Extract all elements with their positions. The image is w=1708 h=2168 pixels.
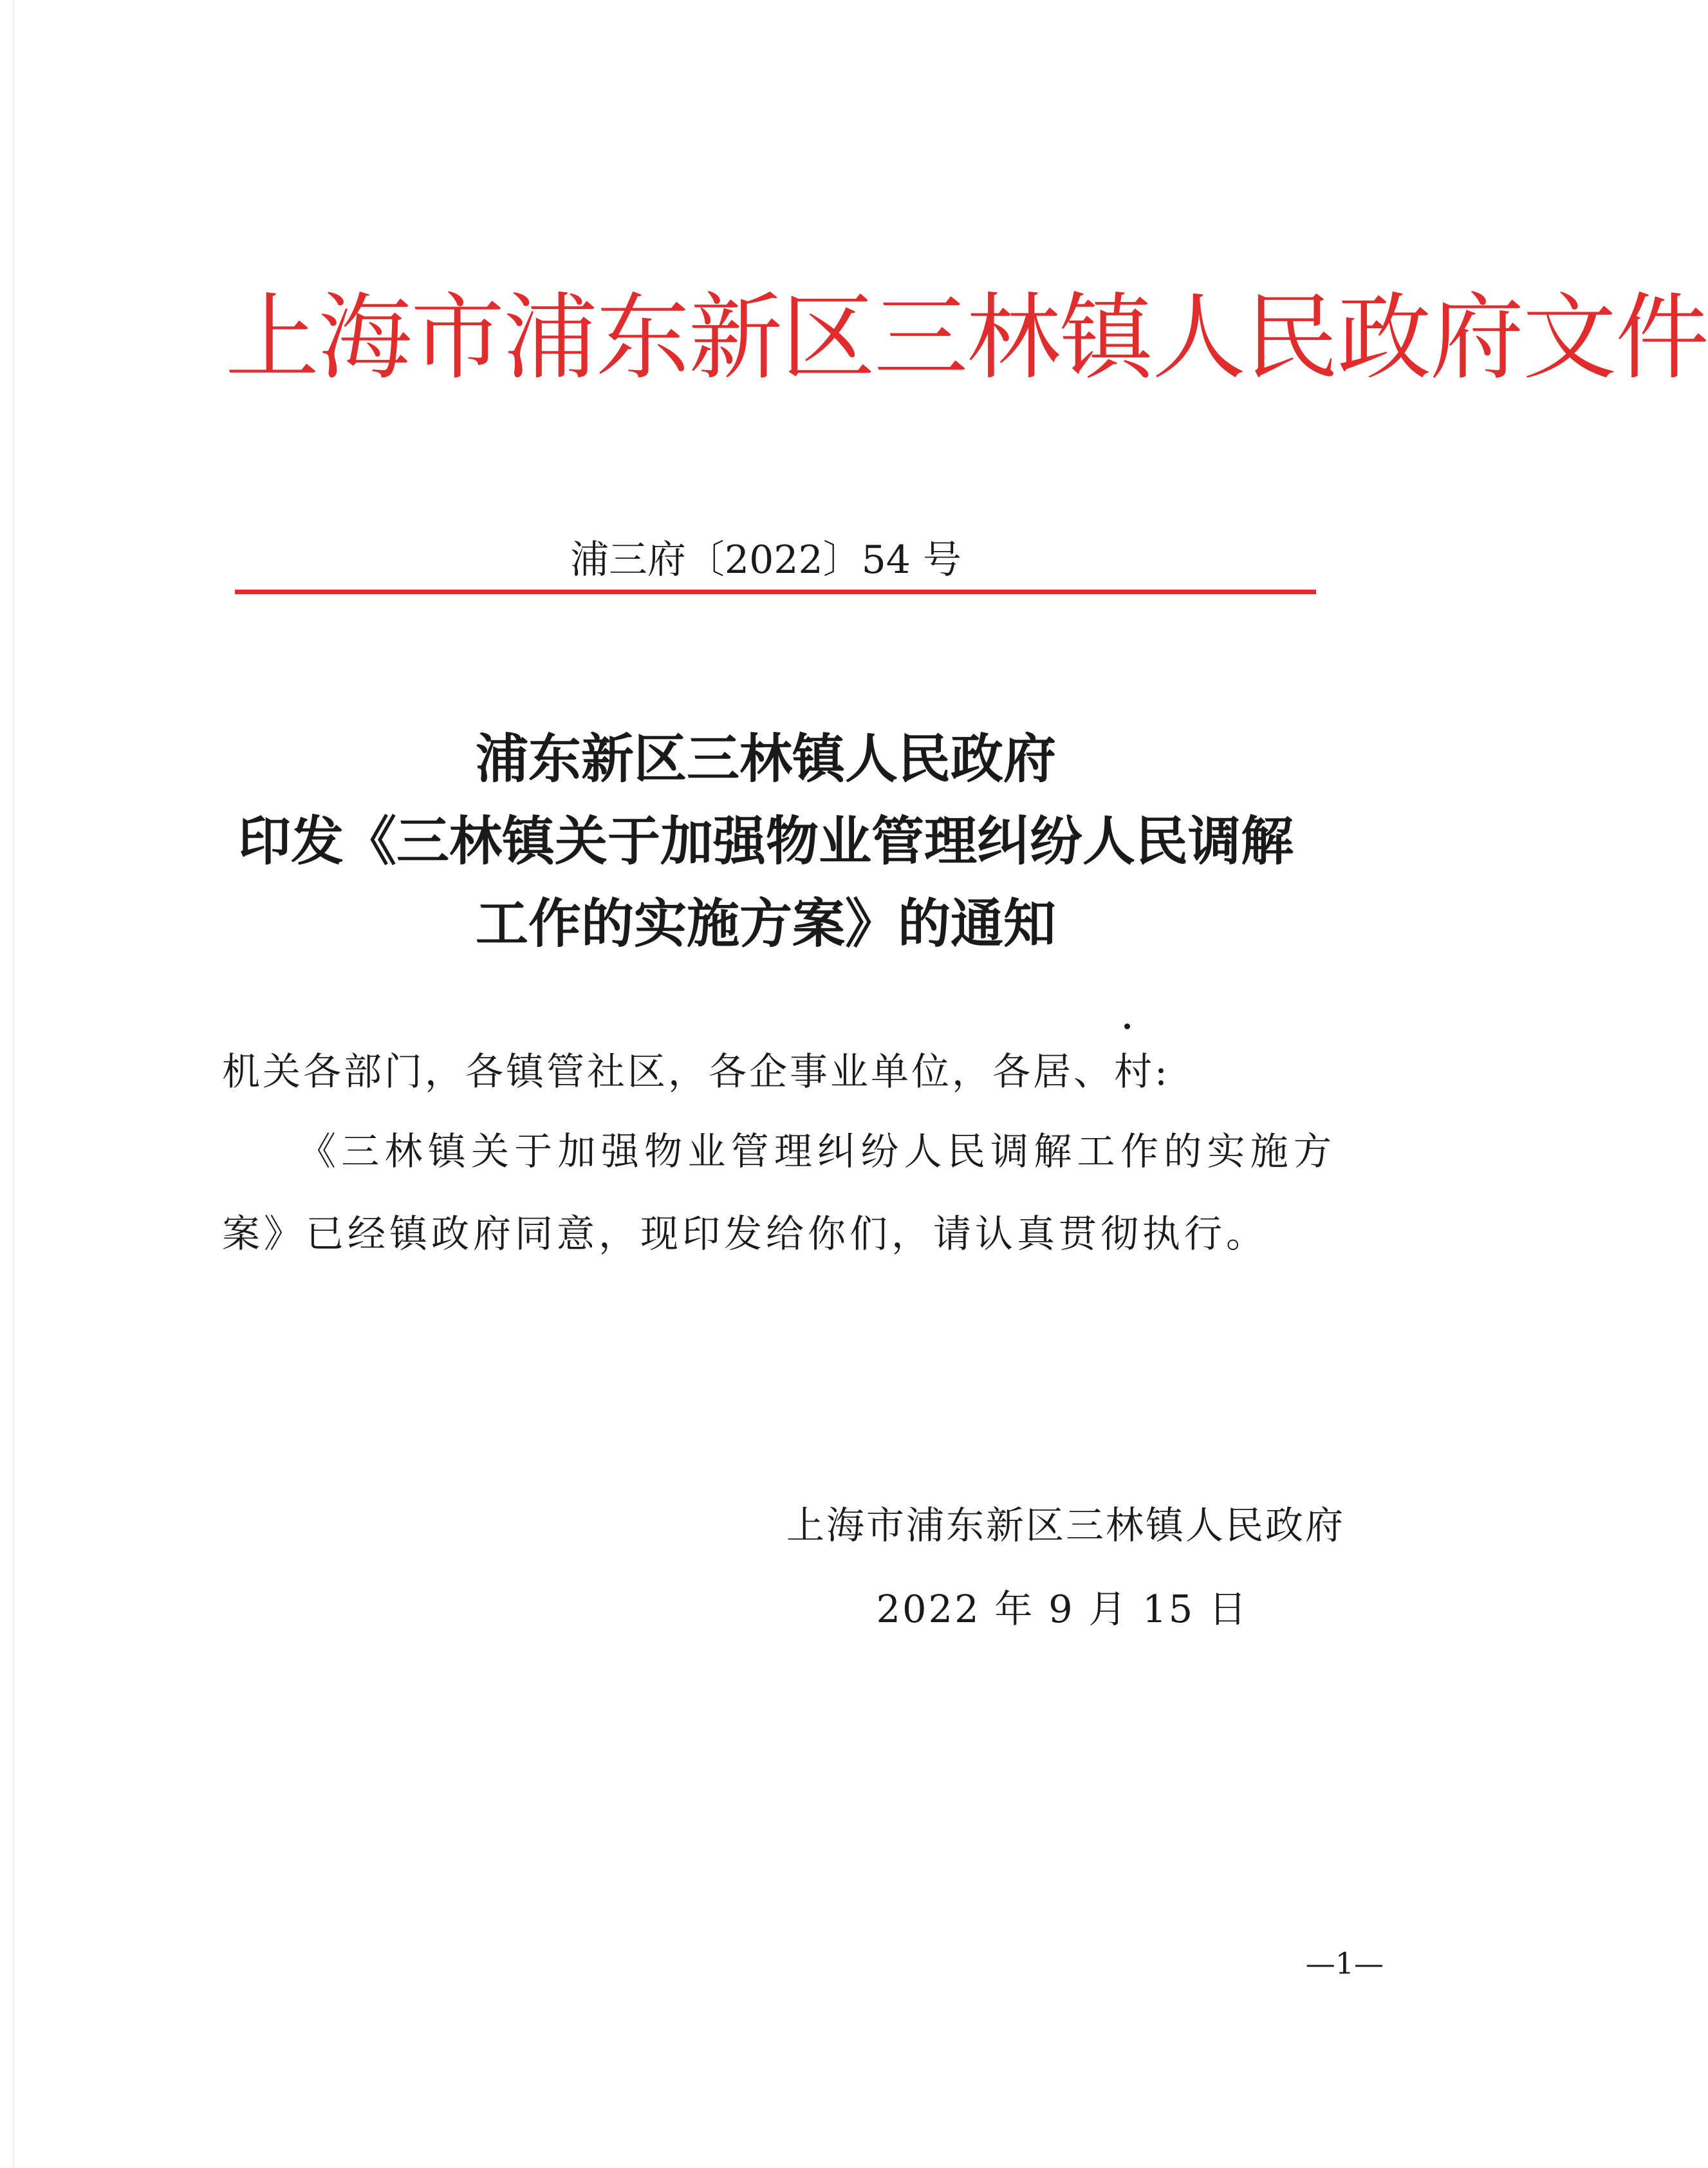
scan-edge-line xyxy=(13,0,14,2168)
title-line-3: 工作的实施方案》的通知 xyxy=(475,893,1056,955)
addressee-line: 机关各部门，各镇管社区，各企事业单位，各居、村: xyxy=(222,1049,1170,1094)
red-divider-line xyxy=(235,590,1316,594)
title-line-1: 浦东新区三林镇人民政府 xyxy=(475,728,1056,790)
scan-speck xyxy=(1124,1023,1130,1029)
issue-date: 2022 年 9 月 15 日 xyxy=(876,1587,1249,1631)
issuing-authority: 上海市浦东新区三林镇人民政府 xyxy=(786,1503,1345,1547)
title-line-2: 印发《三林镇关于加强物业管理纠纷人民调解 xyxy=(237,810,1294,872)
document-title xyxy=(193,718,1339,965)
page-number: —1— xyxy=(1305,1946,1384,1981)
body-paragraph: 《三林镇关于加强物业管理纠纷人民调解工作的实施方案》已经镇政府同意，现印发给你们，请认真贯彻执行。 xyxy=(222,1129,1335,1256)
document-number: 浦三府〔2022〕54 号 xyxy=(570,537,962,583)
document-header-title: 上海市浦东新区三林镇人民政府文件 xyxy=(225,283,1708,393)
